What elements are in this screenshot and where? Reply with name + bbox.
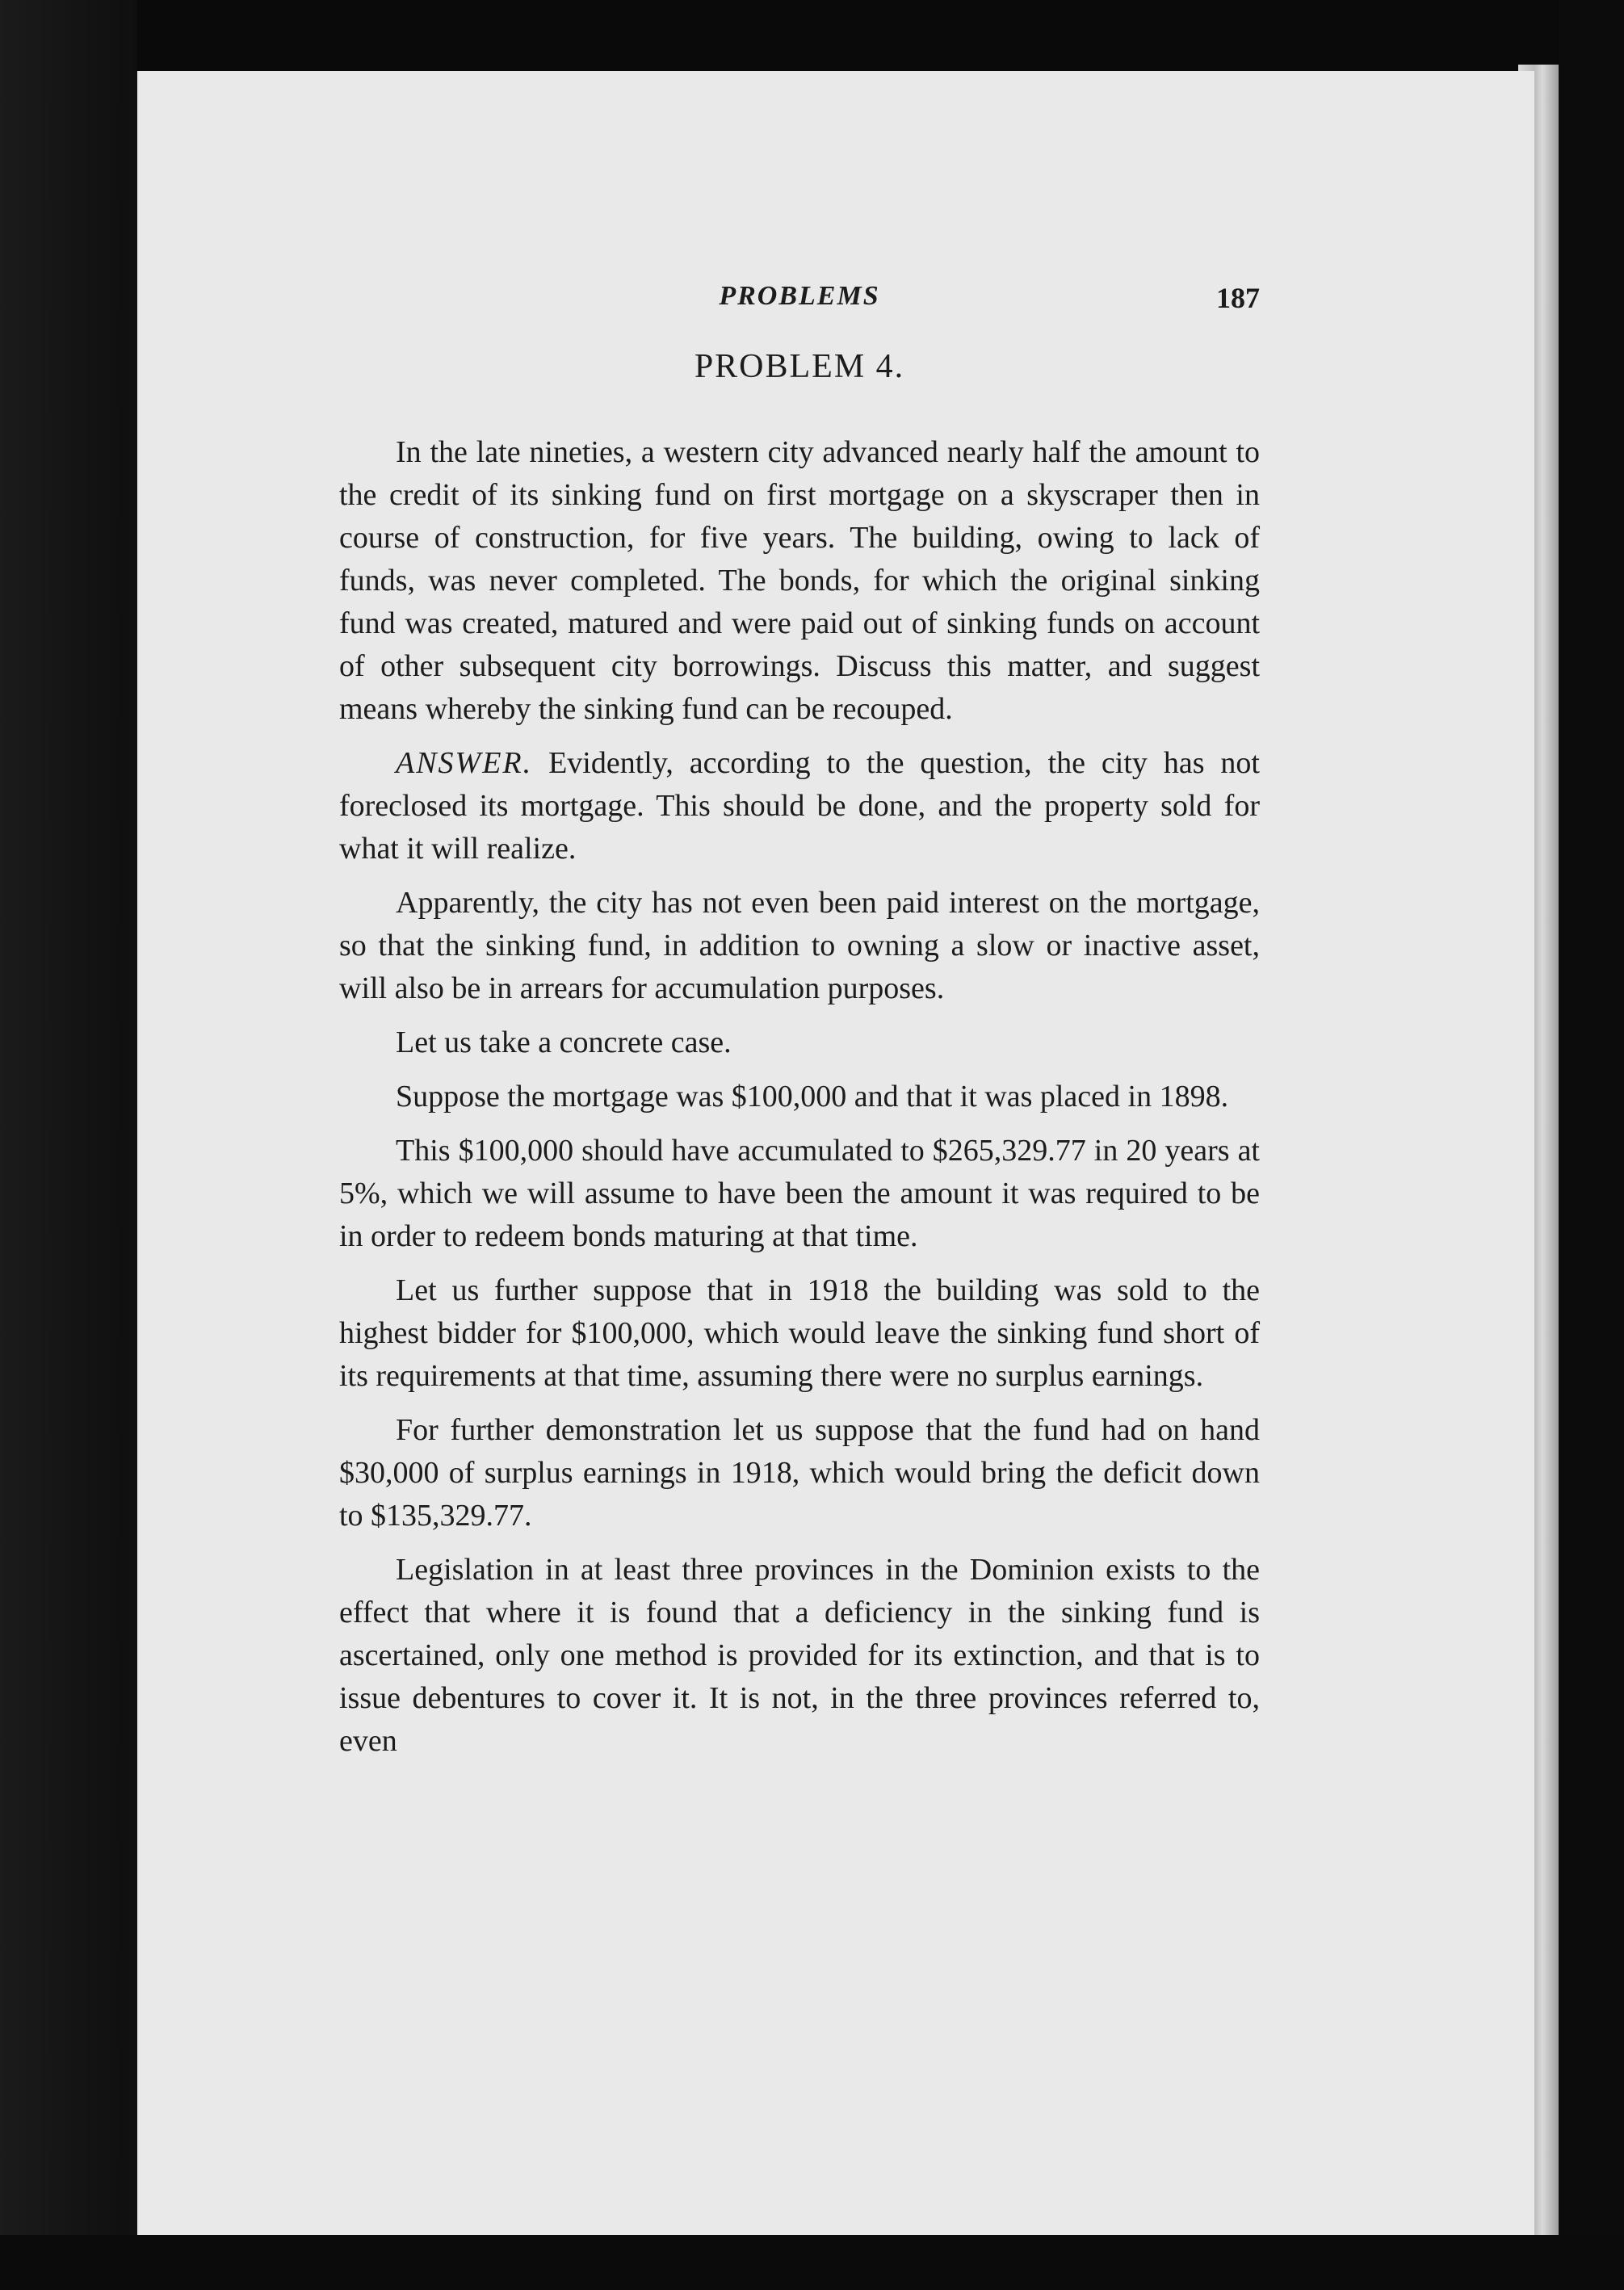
- right-scan-border: [1559, 0, 1624, 2290]
- paragraph-surplus: For further demonstration let us suppose that the fund had on hand $30,000 of surplus earnings in 1918, which would bring the deficit down to $135,329.77.: [339, 1413, 1260, 1533]
- paragraph-sale: Let us further suppose that in 1918 the building was sold to the highest bidder for $100,000, which would leave the sinking fund short of its requirements at that time, assuming there were no surplus earnings.: [339, 1273, 1260, 1393]
- paragraph-interest: Apparently, the city has not even been paid interest on the mortgage, so that the sinking fund, in addition to owning a slow or inactive asset, will also be in arrears for accumulation purposes.: [339, 886, 1260, 1005]
- running-head: [339, 266, 1260, 315]
- running-title: PROBLEMS: [719, 281, 880, 311]
- bottom-scan-border: [0, 2235, 1624, 2290]
- page-number: 187: [1216, 282, 1260, 314]
- paragraph-mortgage: Suppose the mortgage was $100,000 and that it was placed in 1898.: [396, 1080, 1229, 1114]
- paragraph-legislation: Legislation in at least three provinces in the Dominion exists to the effect that where it is found that a deficiency in the sinking fund is ascertained, only one method is provided for its extinction, and that is to issue debentures to cover it. It is not, in the three provinces referred to, even: [339, 1553, 1260, 1758]
- problem-heading: PROBLEM 4.: [694, 348, 905, 385]
- paragraph-accumulation: This $100,000 should have accumulated to $265,329.77 in 20 years at 5%, which we will assume to have been the amount it was required to be in order to redeem bonds maturing at that time.: [339, 1134, 1260, 1253]
- paragraph-question: In the late nineties, a western city advanced nearly half the amount to the credit of its sinking fund on first mortgage on a skyscraper then in course of construction, for five years. The building, owing to lack of funds, was never completed. The bonds, for which the original sinking fund was created, matured and were paid out of sinking funds on account of other subsequent city borrowings. Discuss this matter, and suggest means whereby the sinking fund can be recouped.: [339, 435, 1260, 726]
- left-scan-border: [0, 0, 137, 2290]
- answer-text: Evidently, according to the question, the city has not foreclosed its mortgage. This should be done, and the property sold for what it will realize.: [339, 746, 1260, 866]
- paragraph-answer: [339, 742, 1260, 870]
- page-content: [339, 266, 1260, 1774]
- paragraph-concrete-case: Let us take a concrete case.: [396, 1025, 732, 1059]
- answer-label: ANSWER.: [396, 746, 533, 780]
